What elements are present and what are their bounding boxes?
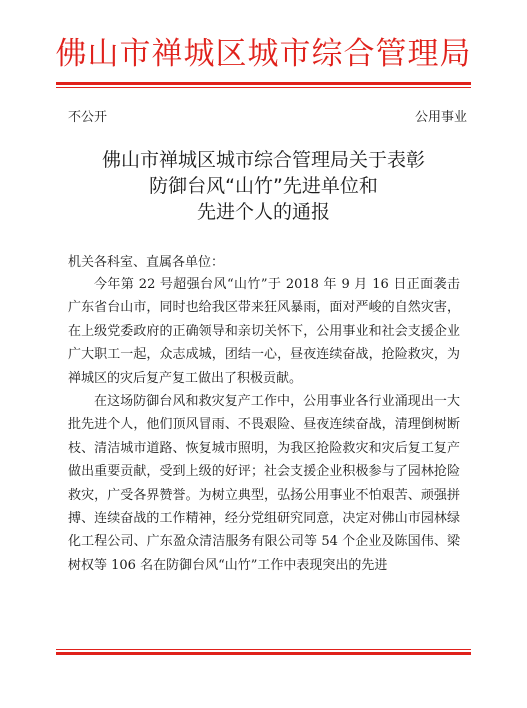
document-title (0, 147, 527, 225)
title-line-3: 先进个人的通报 (196, 201, 330, 223)
header-rule-thick (56, 82, 471, 85)
paragraph-2: 在这场防御台风和救灾复产工作中，公用事业各行业涌现出一大批先进个人，他们顶风冒雨、不畏艰险、昼夜连续奋战，清理倒树断枝、清洁城市道路、恢复城市照明，为我区抢险救灾和灾后复工复产做出重要贡献，受到上级的好评；社会支援企业积极参与了园林抢险救灾，广受各界赞誉。为树立典型，弘扬公用事业不怕艰苦、顽强拼搏、连续奋战的工作精神，经分党组研究同意，决定对佛山市园林绿化工程公司、广东盈众清洁服务有限公司等 54 个企业及陈国伟、梁树权等 106 名在防御台风“山竹”工作中表现突出的先进 (68, 394, 460, 573)
organization-header: 佛山市禅城区城市综合管理局 (55, 36, 472, 72)
salutation: 机关各科室、直属各单位： (68, 255, 225, 270)
footer-rule-thick (56, 652, 471, 655)
category-label: 公用事业 (414, 110, 467, 125)
footer-rule-thin (56, 649, 471, 650)
classification-label: 不公开 (68, 110, 108, 125)
header-rule-thin (56, 87, 471, 88)
title-line-2: 防御台风“山竹”先进单位和 (149, 175, 378, 197)
body-text (68, 273, 460, 577)
title-line-1: 佛山市禅城区城市综合管理局关于表彰 (101, 149, 425, 171)
paragraph-1: 今年第 22 号超强台风“山竹”于 2018 年 9 月 16 日正面袭击广东省台山市，同时也给我区带来狂风暴雨，面对严峻的自然灾害，在上级党委政府的正确领导和亲切关怀下，公用事业和社会支援企业广大职工一起，众志成城，团结一心，昼夜连续奋战，抢险救灾，为禅城区的灾后复产复工做出了积极贡献。 (68, 277, 460, 386)
